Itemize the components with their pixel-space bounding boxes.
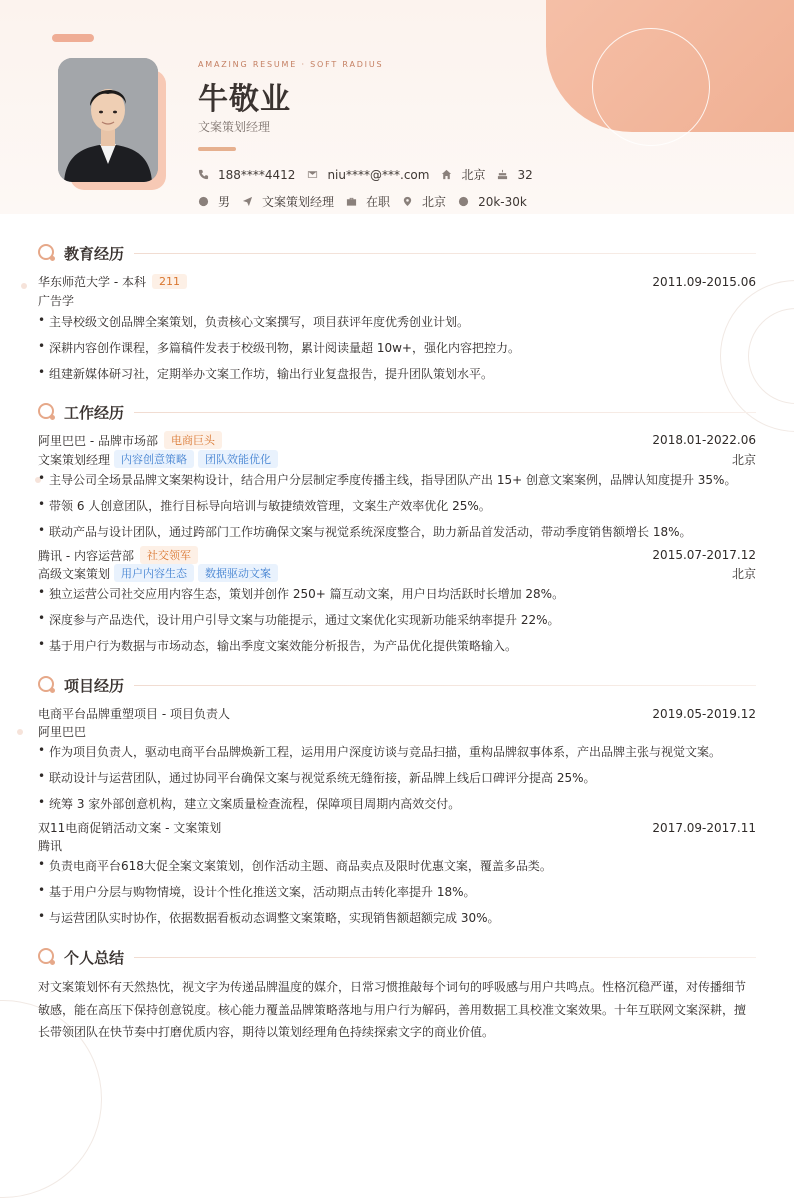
skill-tag: 内容创意策略 xyxy=(114,450,194,468)
send-icon xyxy=(242,196,253,207)
job-city: 北京 xyxy=(731,566,756,581)
list-item: • 带领 6 人创意团队，推行目标导向培训与敏捷绩效管理，文案生产效率优化 25%。 xyxy=(38,497,756,514)
phone-item xyxy=(198,168,295,182)
age-text: 32 xyxy=(517,167,533,182)
gender-text: 男 xyxy=(218,195,231,209)
gender-item xyxy=(198,193,230,210)
project-org: 阿里巴巴 xyxy=(38,725,87,739)
salary-icon xyxy=(458,196,469,207)
list-item: • 负责电商平台618大促全案文案策划，创作活动主题、商品卖点及限时优惠文案，覆盖多品类。 xyxy=(38,857,756,874)
section-title-text: 工作经历 xyxy=(64,403,125,422)
mail-icon xyxy=(307,169,318,180)
list-item: • 与运营团队实时协作，依据数据看板动态调整文案策略，实现销售额超额完成 30%。 xyxy=(38,909,756,926)
section-projects-title xyxy=(38,675,756,695)
decorative-ring xyxy=(592,28,710,146)
job-date: 2015.07-2017.12 xyxy=(652,548,756,562)
summary-text: 对文案策划怀有天然热忱，视文字为传递品牌温度的媒介，日常习惯推敲每个词句的呼吸感与用户共鸣点。性格沉稳严谨，对传播细节敏感，能在高压下保持创意锐度。核心能力覆盖品牌策略落地与用户行为解码，善用数据工具校准文案效果。十年互联网文案深耕，擅长带领团队在快节奏中打磨优质内容，期待以策划经理角色持续探索文字的商业价值。 xyxy=(38,980,747,1039)
target-role-item xyxy=(242,193,334,210)
job-city: 北京 xyxy=(731,452,756,467)
list-item: • 联动设计与运营团队，通过协同平台确保文案与视觉系统无缝衔接，新品牌上线后口碑评分提高 25%。 xyxy=(38,769,756,786)
target-role-text: 文案策划经理 xyxy=(262,195,335,209)
list-item: • 统筹 3 家外部创意机构，建立文案质量检查流程，保障项目周期内高效交付。 xyxy=(38,795,756,812)
search-icon xyxy=(38,403,56,421)
gender-icon xyxy=(198,196,209,207)
contact-row xyxy=(198,166,545,183)
cake-icon xyxy=(497,169,508,180)
company-name: 腾讯 - 内容运营部 xyxy=(38,548,134,563)
education-date: 2011.09-2015.06 xyxy=(652,274,756,289)
project-org: 腾讯 xyxy=(38,839,63,853)
section-title-text: 教育经历 xyxy=(64,244,125,263)
section-divider xyxy=(134,253,756,254)
section-title-text: 项目经历 xyxy=(64,676,125,695)
list-item: • 主导公司全场景品牌文案架构设计，结合用户分层制定季度传播主线，指导团队产出 15+ 创意文案案例，品牌认知度提升 35%。 xyxy=(38,471,756,488)
job-position-row xyxy=(38,564,756,582)
section-title-text: 个人总结 xyxy=(64,948,125,967)
location-text: 北京 xyxy=(422,195,447,209)
section-education-title xyxy=(38,243,756,263)
section-work-title xyxy=(38,402,756,422)
decorative-dot xyxy=(17,729,23,735)
list-item: • 联动产品与设计团队，通过跨部门工作坊确保文案与视觉系统深度整合，助力新品首发活动，带动季度销售额增长 18%。 xyxy=(38,523,756,540)
education-major: 广告学 xyxy=(38,294,75,308)
job-position-row xyxy=(38,450,756,468)
home-icon xyxy=(441,169,452,180)
job-header xyxy=(38,546,756,564)
phone-icon xyxy=(198,169,209,180)
location-item xyxy=(402,193,446,210)
candidate-role: 文案策划经理 xyxy=(198,120,271,134)
avatar xyxy=(58,58,158,182)
decorative-dot xyxy=(21,283,27,289)
accent-rule xyxy=(198,147,236,151)
section-divider xyxy=(134,957,756,958)
status-item xyxy=(346,193,390,210)
job-header xyxy=(38,431,756,449)
job-date: 2018.01-2022.06 xyxy=(652,433,756,447)
resume-kicker: AMAZING RESUME · SOFT RADIUS xyxy=(198,60,384,69)
salary-text: 20k-30k xyxy=(478,194,527,209)
list-item: • 深度参与产品迭代，设计用户引导文案与功能提示，通过文案优化实现新功能采纳率提升 22%。 xyxy=(38,611,756,628)
project-name: 电商平台品牌重塑项目 - 项目负责人 xyxy=(38,707,230,721)
project-date: 2019.05-2019.12 xyxy=(652,706,756,721)
school-name: 华东师范大学 - 本科 xyxy=(38,275,146,289)
section-divider xyxy=(134,685,756,686)
skill-tag: 团队效能优化 xyxy=(198,450,278,468)
list-item: • 基于用户行为数据与市场动态，输出季度文案效能分析报告，为产品优化提供策略输入。 xyxy=(38,637,756,654)
section-summary-title xyxy=(38,947,756,967)
project-date: 2017.09-2017.11 xyxy=(652,820,756,835)
company-name: 阿里巴巴 - 品牌市场部 xyxy=(38,433,158,448)
job-position: 文案策划经理 xyxy=(38,452,111,467)
job-position: 高级文案策划 xyxy=(38,566,111,581)
profile-row xyxy=(198,193,539,210)
email-text: niu****@***.com xyxy=(327,167,430,182)
company-tag: 电商巨头 xyxy=(164,431,222,449)
home-item xyxy=(441,166,485,183)
salary-item xyxy=(458,195,527,209)
location-icon xyxy=(402,196,413,207)
list-item: • 组建新媒体研习社，定期举办文案工作坊，输出行业复盘报告，提升团队策划水平。 xyxy=(38,365,756,382)
project-header xyxy=(38,705,756,722)
phone-text: 188****4412 xyxy=(218,167,296,182)
status-text: 在职 xyxy=(366,195,391,209)
age-item xyxy=(497,168,532,182)
home-text: 北京 xyxy=(461,168,486,182)
skill-tag: 数据驱动文案 xyxy=(198,564,278,582)
candidate-name: 牛敬业 xyxy=(198,82,291,117)
company-tag: 社交领军 xyxy=(140,546,198,564)
project-header xyxy=(38,819,756,836)
education-header xyxy=(38,273,756,290)
list-item: • 主导校级文创品牌全案策划，负责核心文案撰写，项目获评年度优秀创业计划。 xyxy=(38,313,756,330)
search-icon xyxy=(38,676,56,694)
email-item xyxy=(307,168,429,182)
search-icon xyxy=(38,948,56,966)
list-item: • 基于用户分层与购物情境，设计个性化推送文案，活动期点击转化率提升 18%。 xyxy=(38,883,756,900)
accent-pill xyxy=(52,34,94,42)
school-tag: 211 xyxy=(152,274,187,289)
list-item: • 独立运营公司社交应用内容生态，策划并创作 250+ 篇互动文案，用户日均活跃时长增加 28%。 xyxy=(38,585,756,602)
project-name: 双11电商促销活动文案 - 文案策划 xyxy=(38,821,222,835)
list-item: • 深耕内容创作课程，多篇稿件发表于校级刊物，累计阅读量超 10w+，强化内容把控力。 xyxy=(38,339,756,356)
briefcase-icon xyxy=(346,196,357,207)
section-divider xyxy=(134,412,756,413)
search-icon xyxy=(38,244,56,262)
skill-tag: 用户内容生态 xyxy=(114,564,194,582)
list-item: • 作为项目负责人，驱动电商平台品牌焕新工程，运用用户深度访谈与竞品扫描，重构品牌叙事体系，产出品牌主张与视觉文案。 xyxy=(38,743,756,760)
